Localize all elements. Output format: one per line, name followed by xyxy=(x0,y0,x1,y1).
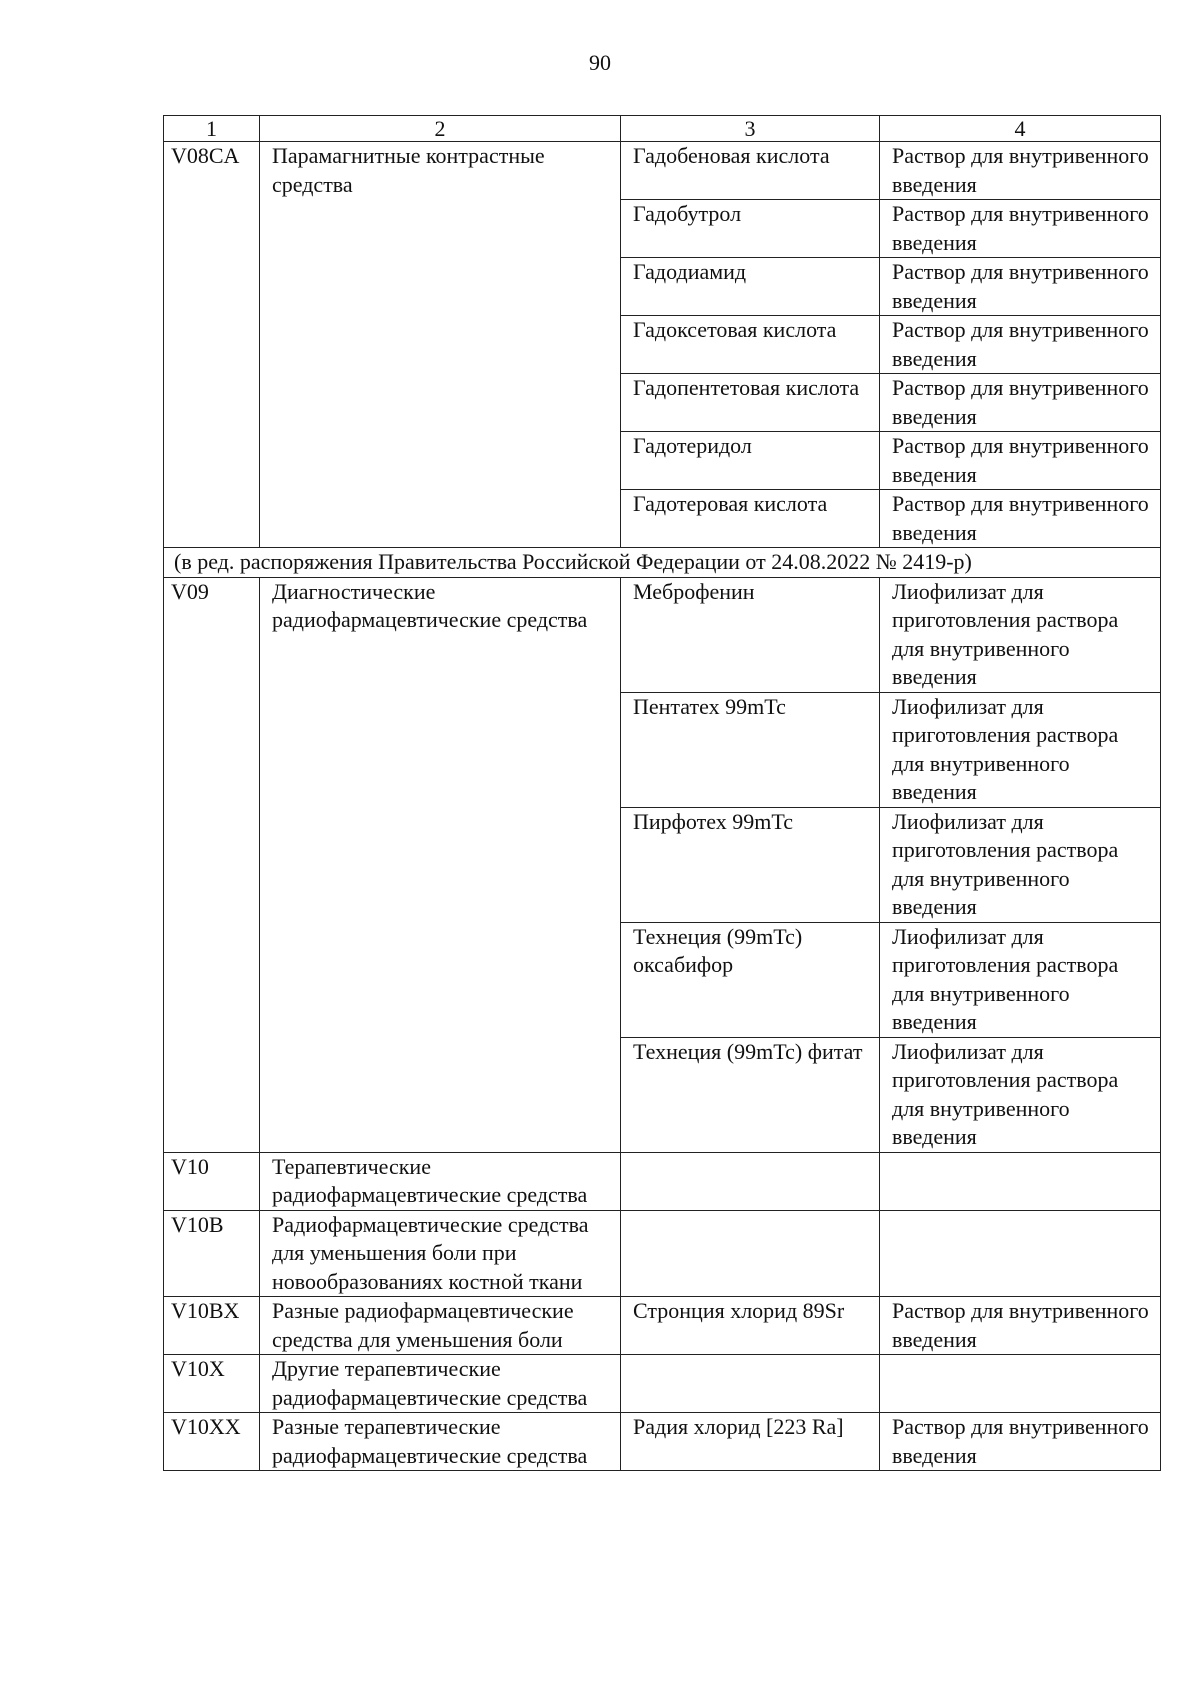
dosage-form: Лиофилизат для приготовления раствора для внутривенного введения xyxy=(880,577,1161,692)
table-header-row xyxy=(164,116,1161,142)
substance-name: Гадодиамид xyxy=(621,258,880,316)
substance-name: Радия хлорид [223 Ra] xyxy=(621,1413,880,1471)
substance-name: Технеция (99mTc) оксабифор xyxy=(621,922,880,1037)
page-number: 90 xyxy=(589,50,611,75)
atc-code: V10 xyxy=(164,1152,260,1210)
table-row xyxy=(164,1355,1161,1413)
substance-name: Гадотеридол xyxy=(621,432,880,490)
substance-name: Пирфотех 99mTc xyxy=(621,807,880,922)
atc-code: V10XX xyxy=(164,1413,260,1471)
table-row xyxy=(164,1210,1161,1297)
dosage-form: Лиофилизат для приготовления раствора для внутривенного введения xyxy=(880,1037,1161,1152)
substance-name xyxy=(621,1152,880,1210)
table-row xyxy=(164,1297,1161,1355)
atc-group-name: Другие терапевтические радиофармацевтические средства xyxy=(260,1355,621,1413)
substance-name: Гадобутрол xyxy=(621,200,880,258)
substance-name: Технеция (99mTc) фитат xyxy=(621,1037,880,1152)
table-row xyxy=(164,577,1161,692)
header-cell-3: 3 xyxy=(621,116,880,142)
substance-name: Меброфенин xyxy=(621,577,880,692)
dosage-form: Раствор для внутривенного введения xyxy=(880,316,1161,374)
atc-code: V09 xyxy=(164,577,260,1152)
substance-name xyxy=(621,1355,880,1413)
dosage-form: Лиофилизат для приготовления раствора для внутривенного введения xyxy=(880,807,1161,922)
atc-group-name: Диагностические радиофармацевтические средства xyxy=(260,577,621,1152)
header-cell-1: 1 xyxy=(164,116,260,142)
dosage-form: Лиофилизат для приготовления раствора для внутривенного введения xyxy=(880,692,1161,807)
header-cell-2: 2 xyxy=(260,116,621,142)
table-row xyxy=(164,142,1161,200)
atc-code: V10X xyxy=(164,1355,260,1413)
atc-group-name: Терапевтические радиофармацевтические средства xyxy=(260,1152,621,1210)
atc-code: V08CA xyxy=(164,142,260,548)
dosage-form: Лиофилизат для приготовления раствора для внутривенного введения xyxy=(880,922,1161,1037)
dosage-form: Раствор для внутривенного введения xyxy=(880,258,1161,316)
atc-group-name: Парамагнитные контрастные средства xyxy=(260,142,621,548)
dosage-form: Раствор для внутривенного введения xyxy=(880,1413,1161,1471)
dosage-form: Раствор для внутривенного введения xyxy=(880,490,1161,548)
table-row xyxy=(164,1413,1161,1471)
substance-name: Гадопентетовая кислота xyxy=(621,374,880,432)
atc-group-name: Разные радиофармацевтические средства для уменьшения боли xyxy=(260,1297,621,1355)
header-cell-4: 4 xyxy=(880,116,1161,142)
dosage-form: Раствор для внутривенного введения xyxy=(880,432,1161,490)
atc-group-name: Радиофармацевтические средства для уменьшения боли при новообразованиях костной ткани xyxy=(260,1210,621,1297)
substance-name xyxy=(621,1210,880,1297)
amendment-note: (в ред. распоряжения Правительства Российской Федерации от 24.08.2022 № 2419-р) xyxy=(164,548,1161,578)
substance-name: Гадоксетовая кислота xyxy=(621,316,880,374)
substance-name: Пентатех 99mTc xyxy=(621,692,880,807)
atc-code: V10BX xyxy=(164,1297,260,1355)
dosage-form xyxy=(880,1355,1161,1413)
atc-code: V10B xyxy=(164,1210,260,1297)
dosage-form: Раствор для внутривенного введения xyxy=(880,1297,1161,1355)
atc-group-name: Разные терапевтические радиофармацевтические средства xyxy=(260,1413,621,1471)
medication-table xyxy=(163,115,1161,1471)
amendment-row xyxy=(164,548,1161,578)
dosage-form: Раствор для внутривенного введения xyxy=(880,374,1161,432)
dosage-form xyxy=(880,1210,1161,1297)
dosage-form xyxy=(880,1152,1161,1210)
table-row xyxy=(164,1152,1161,1210)
substance-name: Гадотеровая кислота xyxy=(621,490,880,548)
substance-name: Стронция хлорид 89Sr xyxy=(621,1297,880,1355)
dosage-form: Раствор для внутривенного введения xyxy=(880,200,1161,258)
dosage-form: Раствор для внутривенного введения xyxy=(880,142,1161,200)
substance-name: Гадобеновая кислота xyxy=(621,142,880,200)
